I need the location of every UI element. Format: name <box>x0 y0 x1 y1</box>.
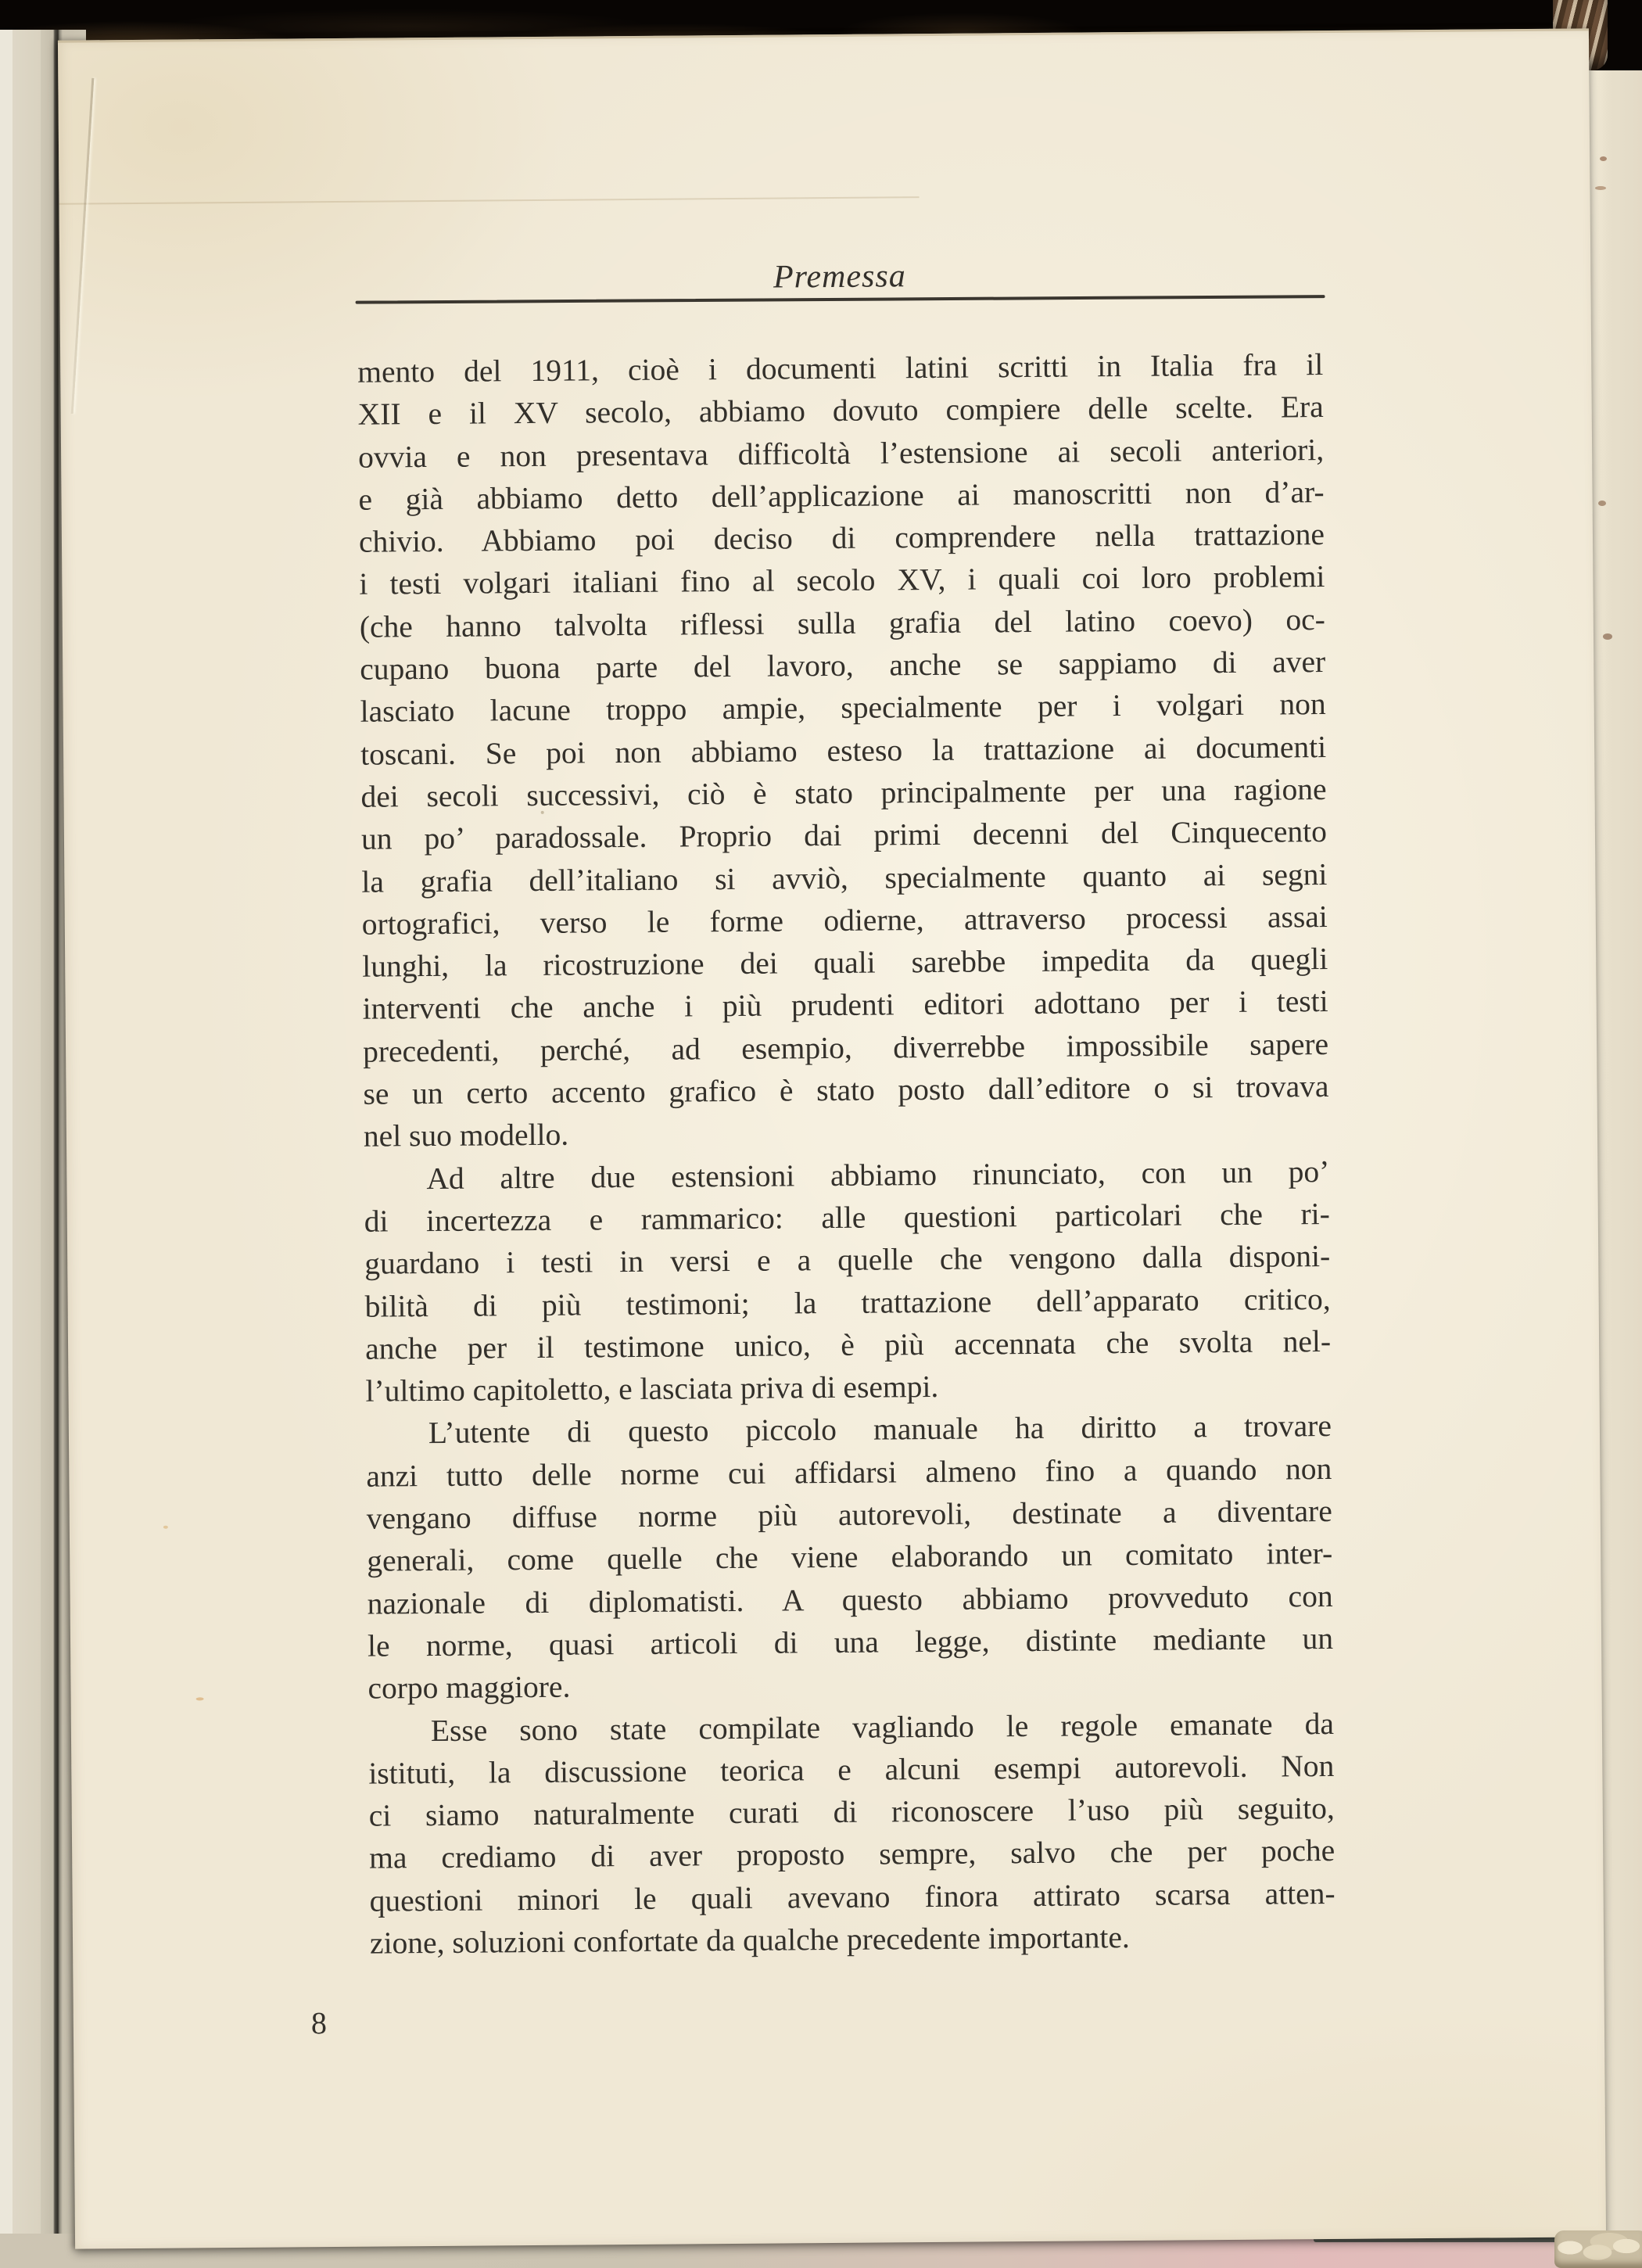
text-line: la grafia dell’italiano si avviò, specialmente quanto ai segni <box>361 856 1328 899</box>
text-line: nel suo modello. <box>363 1117 569 1154</box>
text-line: XII e il XV secolo, abbiamo dovuto compiere delle scelte. Era <box>357 389 1324 432</box>
page-header-title: Premessa <box>773 258 906 296</box>
stain-speck <box>1595 186 1606 190</box>
text-line: ci siamo naturalmente curati di riconoscere l’uso più seguito, <box>368 1791 1335 1833</box>
text-line: dei secoli successivi, ciò è stato principalmente per una ragione <box>360 771 1327 814</box>
text-line: i testi volgari italiani fino al secolo XV, i quali coi loro problemi <box>359 559 1325 602</box>
text-line: ortografici, verso le forme odierne, attraverso processi assai <box>361 899 1328 942</box>
page-number: 8 <box>310 2005 328 2041</box>
text-block <box>357 343 1335 1965</box>
fiber-speck <box>196 1697 204 1700</box>
text-line: bilità di più testimoni; la trattazione dell’apparato critico, <box>364 1281 1331 1324</box>
text-line: ovvia e non presentava difficoltà l’estensione ai secoli anteriori, <box>357 432 1325 475</box>
text-line: lunghi, la ricostruzione dei quali sarebbe impedita da quegli <box>362 942 1328 984</box>
text-line: guardano i testi in versi e a quelle che vengono dalla disponi- <box>364 1239 1331 1281</box>
text-line: nazionale di diplomatisti. A questo abbiamo provveduto con <box>367 1578 1333 1621</box>
text-line: istituti, la discussione teorica e alcuni esempi autorevoli. Non <box>368 1748 1335 1791</box>
text-line: ma crediamo di aver proposto sempre, salvo che per poche <box>369 1833 1335 1876</box>
text-line: anche per il testimone unico, è più accennata che svolta nel- <box>364 1323 1332 1366</box>
fiber-speck <box>163 1526 168 1529</box>
text-line: interventi che anche i più prudenti editori adottano per i testi <box>362 984 1328 1027</box>
stain-speck <box>1598 501 1606 506</box>
stain-speck <box>1603 633 1612 640</box>
text-line: precedenti, perché, ad esempio, diverrebbe impossibile sapere <box>362 1026 1329 1069</box>
text-line: anzi tutto delle norme cui affidarsi almeno fino a quando non <box>366 1451 1332 1494</box>
text-line: lasciato lacune troppo ampie, specialmente per i volgari non <box>360 687 1326 730</box>
book-page <box>58 28 1606 2248</box>
text-line: l’ultimo capitoletto, e lasciata priva di esempi. <box>365 1369 939 1409</box>
text-line: corpo maggiore. <box>367 1669 571 1706</box>
text-line: Esse sono state compilate vagliando le regole emanate da <box>430 1706 1335 1748</box>
text-line: Ad altre due estensioni abbiamo rinunciato, con un po’ <box>426 1154 1330 1196</box>
text-line: toscani. Se poi non abbiamo esteso la trattazione ai documenti <box>360 729 1327 772</box>
text-line: mento del 1911, cioè i documenti latini scritti in Italia fra il <box>357 347 1324 389</box>
text-line: generali, come quelle che viene elaborando un comitato inter- <box>367 1536 1333 1578</box>
text-line: (che hanno talvolta riflessi sulla grafia del latino coevo) oc- <box>359 601 1325 644</box>
corner-crease <box>71 78 95 414</box>
text-line: se un certo accento grafico è stato posto dall’editore o si trovava <box>363 1069 1329 1111</box>
tailband-threads <box>1554 2230 1642 2268</box>
stain-speck <box>1600 156 1607 161</box>
text-line: e già abbiamo detto dell’applicazione ai manoscritti non d’ar- <box>358 474 1325 517</box>
text-line: cupano buona parte del lavoro, anche se sappiamo di aver <box>360 644 1326 687</box>
fiber-speck <box>541 811 544 814</box>
text-line: vengano diffuse norme più autorevoli, destinate a diventare <box>366 1494 1332 1536</box>
text-line: le norme, quasi articoli di una legge, distinte mediante un <box>367 1620 1334 1663</box>
text-line: L’utente di questo piccolo manuale ha diritto a trovare <box>428 1409 1332 1451</box>
text-line: chivio. Abbiamo poi deciso di comprendere nella trattazione <box>358 517 1325 559</box>
text-line: questioni minori le quali avevano finora attirato scarsa atten- <box>369 1875 1335 1918</box>
text-line: di incertezza e rammarico: alle questioni particolari che ri- <box>364 1196 1330 1239</box>
scan-artifact-line <box>59 196 920 205</box>
text-line: zione, soluzioni confortate da qualche precedente importante. <box>369 1920 1130 1961</box>
text-line: un po’ paradossale. Proprio dai primi decenni del Cinquecento <box>360 814 1328 856</box>
